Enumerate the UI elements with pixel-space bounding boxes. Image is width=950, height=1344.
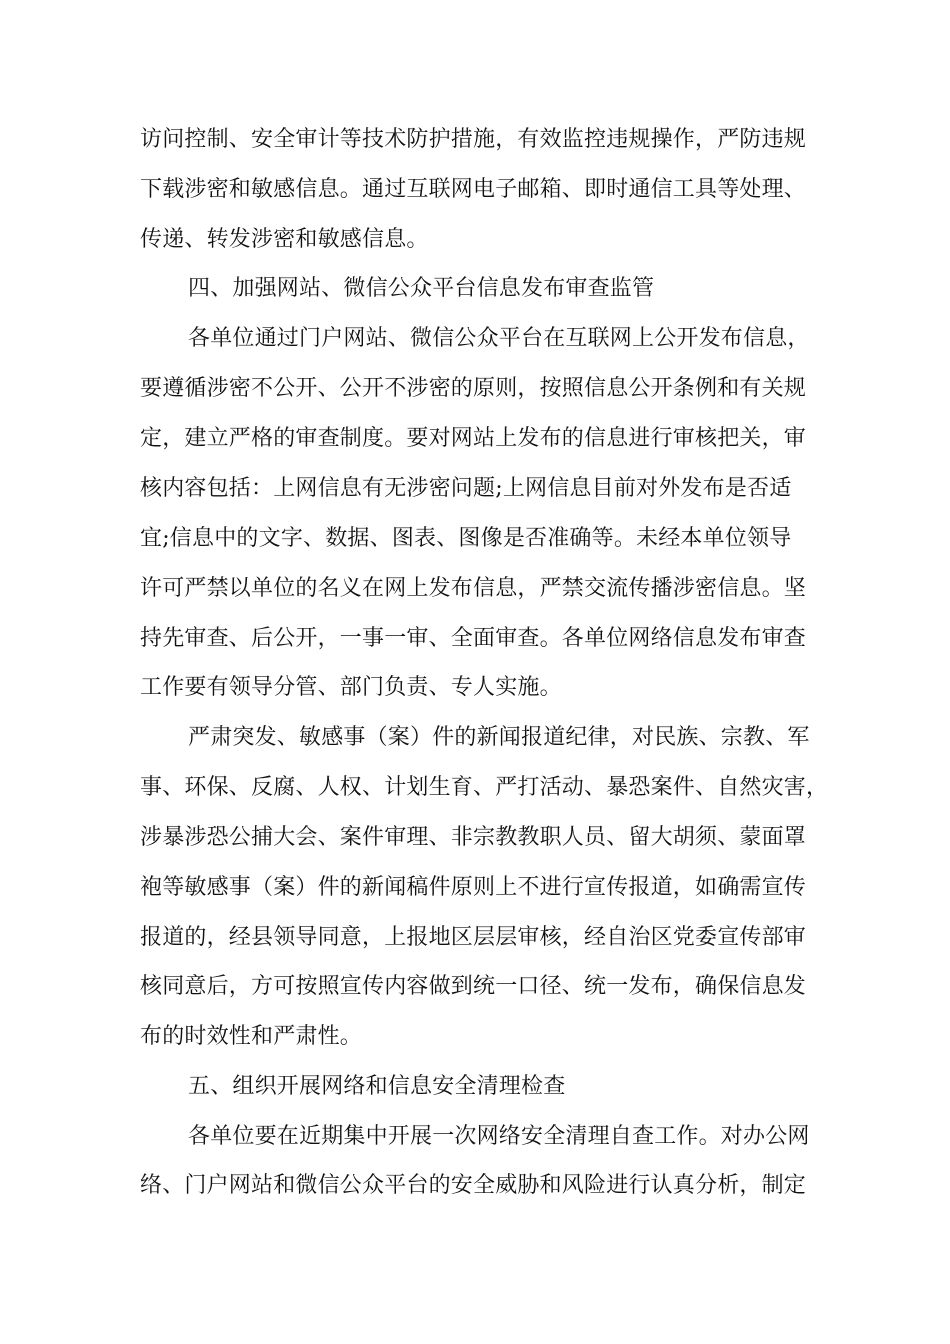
paragraph-line: 核内容包括：上网信息有无涉密问题;上网信息目前对外发布是否适 [140, 476, 792, 501]
paragraph-line: 布的时效性和严肃性。 [140, 1024, 363, 1049]
paragraph-line: 宜;信息中的文字、数据、图表、图像是否准确等。未经本单位领导 [140, 526, 792, 551]
paragraph-line: 事、环保、反腐、人权、计划生育、严打活动、暴恐案件、自然灾害， [140, 775, 829, 800]
paragraph-line: 络、门户网站和微信公众平台的安全威胁和风险进行认真分析，制定 [140, 1173, 807, 1198]
paragraph-line: 持先审查、后公开，一事一审、全面审查。各单位网络信息发布审查 [140, 626, 807, 651]
paragraph-line: 报道的，经县领导同意，上报地区层层审核，经自治区党委宣传部审 [140, 925, 807, 950]
paragraph-line: 各单位通过门户网站、微信公众平台在互联网上公开发布信息， [188, 326, 810, 351]
paragraph-line: 各单位要在近期集中开展一次网络安全清理自查工作。对办公网 [188, 1124, 810, 1149]
paragraph-line: 涉暴涉恐公捕大会、案件审理、非宗教教职人员、留大胡须、蒙面罩 [140, 825, 807, 850]
paragraph-line: 核同意后，方可按照宣传内容做到统一口径、统一发布，确保信息发 [140, 974, 807, 999]
section-heading: 五、组织开展网络和信息安全清理检查 [188, 1074, 566, 1099]
paragraph-line: 下载涉密和敏感信息。通过互联网电子邮箱、即时通信工具等处理、 [140, 177, 807, 202]
paragraph-line: 许可严禁以单位的名义在网上发布信息，严禁交流传播涉密信息。坚 [140, 576, 807, 601]
paragraph-line: 传递、转发涉密和敏感信息。 [140, 227, 429, 252]
paragraph-line: 袍等敏感事（案）件的新闻稿件原则上不进行宣传报道，如确需宣传 [140, 875, 807, 900]
paragraph-line: 严肃突发、敏感事（案）件的新闻报道纪律，对民族、宗教、军 [188, 725, 810, 750]
paragraph-line: 访问控制、安全审计等技术防护措施，有效监控违规操作，严防违规 [140, 127, 807, 152]
section-heading: 四、加强网站、微信公众平台信息发布审查监管 [188, 276, 655, 301]
paragraph-line: 要遵循涉密不公开、公开不涉密的原则，按照信息公开条例和有关规 [140, 376, 807, 401]
paragraph-line: 定，建立严格的审查制度。要对网站上发布的信息进行审核把关，审 [140, 426, 807, 451]
paragraph-line: 工作要有领导分管、部门负责、专人实施。 [140, 675, 562, 700]
